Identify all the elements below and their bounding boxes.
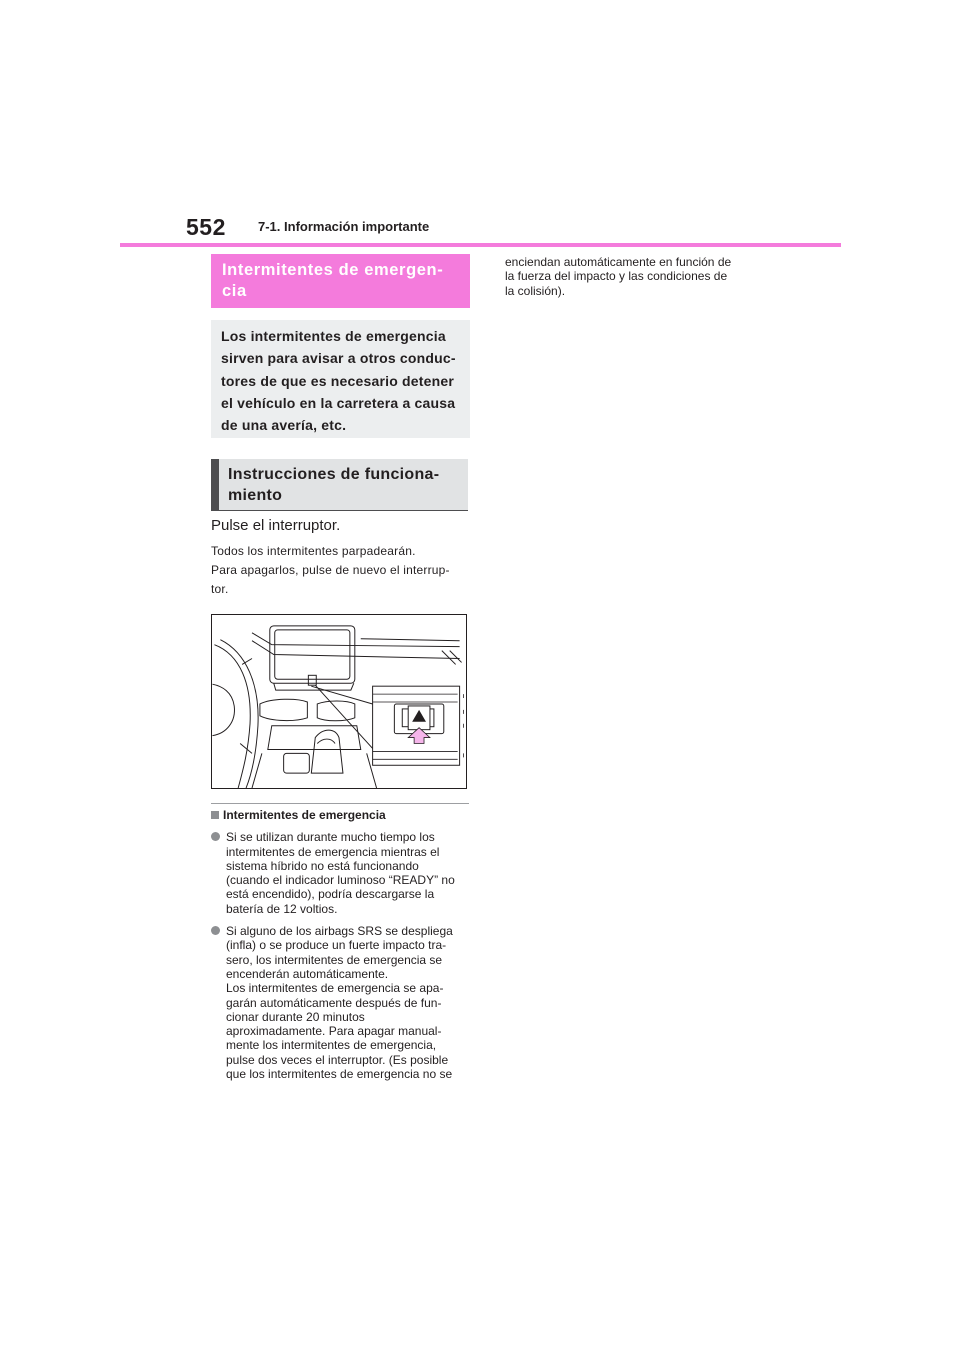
banner-title-line: cia: [222, 282, 247, 300]
continued-line: la colisión).: [505, 283, 566, 298]
dashboard-illustration: [212, 615, 466, 788]
note-bullet: [211, 924, 471, 1081]
hazard-switch-figure: [211, 614, 467, 789]
note-line: encenderán automáticamente.: [226, 966, 389, 981]
section-header: 7-1. Información importante: [258, 219, 430, 234]
step-text: Pulse el interruptor.: [211, 517, 341, 534]
note-line: sero, los intermitentes de emergencia se: [226, 952, 443, 967]
summary-line: de una avería, etc.: [221, 417, 347, 434]
note-line: Si se utilizan durante mucho tiempo los: [226, 830, 435, 845]
continued-text: [505, 255, 765, 298]
note-line: pulse dos veces el interruptor. (Es posible: [226, 1052, 449, 1067]
summary-box: [211, 320, 470, 438]
continued-line: la fuerza del impacto y las condiciones de: [505, 269, 728, 284]
step-note-line: Para apagarlos, pulse de nuevo el interrup-: [211, 563, 450, 577]
step-note-line: tor.: [211, 582, 229, 596]
page-number: 552: [186, 214, 226, 240]
summary-line: sirven para avisar a otros conduc-: [221, 350, 456, 367]
note-line: cionar durante 20 minutos: [226, 1009, 365, 1024]
note-line: está encendido), podría descargarse la: [226, 887, 435, 902]
instructions-heading: [211, 459, 468, 511]
note-line: garán automáticamente después de fun-: [226, 995, 442, 1010]
note-bullet: [211, 830, 471, 916]
note-line: que los intermitentes de emergencia no se: [226, 1067, 453, 1082]
note-line: intermitentes de emergencia mientras el: [226, 844, 440, 859]
note-line: batería de 12 voltios.: [226, 901, 338, 916]
summary-line: Los intermitentes de emergencia: [221, 328, 446, 344]
notes-divider: [211, 803, 469, 804]
note-line: Si alguno de los airbags SRS se despliega: [226, 924, 453, 939]
note-line: sistema híbrido no está funcionando: [226, 858, 419, 873]
notes-title: [211, 808, 471, 822]
banner-title-line: Intermitentes de emergen-: [222, 261, 444, 279]
summary-line: el vehículo en la carretera a causa: [221, 394, 456, 411]
note-line: Los intermitentes de emergencia se apa-: [226, 981, 444, 996]
header-divider: [120, 243, 841, 247]
note-line: (cuando el indicador luminoso “READY” no: [226, 873, 455, 888]
note-line: mente los intermitentes de emergencia,: [226, 1038, 437, 1053]
circle-bullet-icon: [211, 832, 220, 841]
summary-line: tores de que es necesario detener: [221, 372, 455, 389]
instructions-heading-line: miento: [228, 487, 283, 504]
square-bullet-icon: [211, 811, 219, 819]
step-note-line: Todos los intermitentes parpadearán.: [211, 544, 416, 558]
section-title-banner: [211, 254, 470, 308]
note-line: aproximadamente. Para apagar manual-: [226, 1024, 442, 1039]
notes-section: [211, 808, 471, 1089]
step-note: [211, 542, 473, 599]
note-line: (infla) o se produce un fuerte impacto tra-: [226, 938, 447, 953]
notes-title-text: Intermitentes de emergencia: [223, 808, 386, 822]
continued-line: enciendan automáticamente en función de: [505, 255, 732, 269]
circle-bullet-icon: [211, 926, 220, 935]
instructions-heading-line: Instrucciones de funciona-: [228, 466, 440, 483]
